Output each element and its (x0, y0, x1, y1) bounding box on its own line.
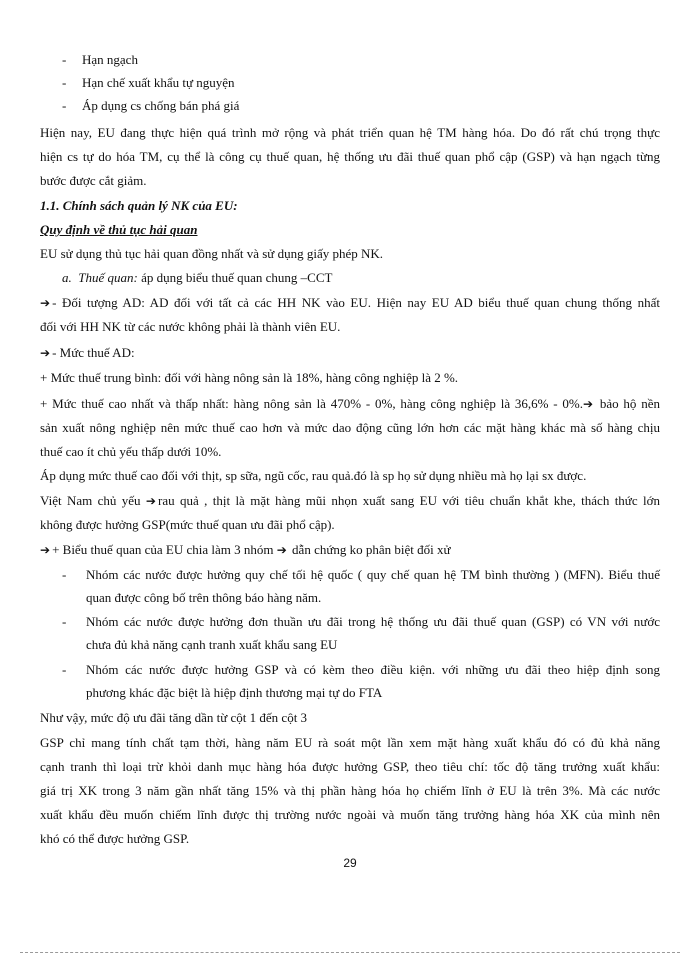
arrow-right-icon: ➔ (40, 543, 51, 557)
paragraph-line: hiện cs tự do hóa TM, cụ thể là công cụ thuế quan, hệ thống ưu đãi thuế quan phổ cập (GSP) và hạn ngạch từng (40, 149, 660, 164)
bullet-voluntary-export-restraint: Hạn chế xuất khẩu tự nguyện (82, 75, 235, 90)
tariff-item (62, 268, 642, 287)
arrow-right-icon: ➔ (40, 296, 51, 310)
group-item-line: phương khác đặc biệt là hiệp định thương mại tự do FTA (86, 685, 383, 700)
page-number: 29 (343, 856, 357, 870)
paragraph-line: không được hưởng GSP(mức thuế quan ưu đãi phổ cập). (40, 517, 335, 532)
tariff-text: áp dụng biểu thuế quan chung –CCT (137, 270, 333, 285)
paragraph-line: Áp dụng mức thuế cao đối với thịt, sp sữa, ngũ cốc, rau quả.đó là sp họ sử dụng nhiều mà họ lại sx được. (40, 468, 587, 483)
paragraph-line: đối với HH NK từ các nước không phải là thành viên EU. (40, 319, 341, 334)
paragraph-line: Như vậy, mức độ ưu đãi tăng dần từ cột 1 đến cột 3 (40, 710, 308, 725)
arrow-right-icon: ➔ (276, 543, 287, 557)
paragraph-line: giá trị XK trong 3 năm gần nhất tăng 15% và thị phần hàng hóa họ chiếm lĩnh ở EU là trên 3%. Mà các nước (40, 783, 660, 798)
group-item-line: Nhóm các nước được hưởng quy chế tối hệ quốc ( quy chế quan hệ TM bình thường ) (MFN). Biểu thuế (86, 567, 660, 582)
group-item-line: quan được công bố trên thông báo hàng năm. (86, 590, 322, 605)
bullet-dash: - (62, 98, 67, 113)
paragraph-line: Hiện nay, EU đang thực hiện quá trình mở rộng và phát triển quan hệ TM hàng hóa. Do đó rất chú trọng thực (40, 125, 660, 140)
arrow-right-icon: ➔ (145, 494, 156, 508)
paragraph-line: + Mức thuế trung bình: đối với hàng nông sản là 18%, hàng công nghiệp là 2 %. (40, 370, 459, 385)
paragraph-line: khó có thể được hưởng GSP. (40, 831, 190, 846)
arrow-right-icon: ➔ (40, 346, 51, 360)
section-heading: 1.1. Chính sách quản lý NK của EU: (40, 198, 238, 213)
bullet-dash: - (62, 567, 67, 582)
bullet-dash: - (62, 614, 67, 629)
paragraph-line: xuất khẩu đều muốn chiếm lĩnh được thị trường nước ngoài và muốn tăng trưởng hàng hóa XK của mình nên (40, 807, 660, 822)
bullet-anti-dumping: Áp dụng cs chống bán phá giá (82, 98, 240, 113)
paragraph-line: ➔ - Đối tượng AD: AD đối với tất cả các HH NK vào EU. Hiện nay EU AD biểu thuế quan chung thống nhất (40, 293, 660, 313)
paragraph-line: Việt Nam chủ yếu ➔ rau quả , thịt là mặt hàng mũi nhọn xuất sang EU với tiêu chuẩn khắt khe, thách thức lớn (40, 491, 660, 511)
tariff-marker: a. (62, 270, 72, 285)
bullet-dash: - (62, 52, 67, 67)
paragraph-line: cạnh tranh thì loại trừ khỏi danh mục hàng hóa được hưởng GSP, theo tiêu chí: tốc độ tăng trưởng xuất khẩu: (40, 759, 660, 774)
paragraph-line: ➔ - Mức thuế AD: (40, 343, 660, 363)
arrow-right-icon: ➔ (582, 397, 594, 411)
bullet-dash: - (62, 75, 67, 90)
tariff-label: Thuế quan: (78, 270, 138, 285)
bullet-dash: - (62, 662, 67, 677)
group-item-line: Nhóm các nước được hưởng GSP và có kèm theo điều kiện. với những ưu đãi theo hiệp định song (86, 662, 660, 677)
paragraph-line: ➔ + Biểu thuế quan của EU chia làm 3 nhóm ➔ dẫn chứng ko phân biệt đối xử (40, 540, 660, 560)
paragraph-line: bước được cắt giảm. (40, 173, 147, 188)
group-item-line: chưa đủ khả năng cạnh tranh xuất khẩu sang EU (86, 637, 338, 652)
paragraph-line: + Mức thuế cao nhất và thấp nhất: hàng nông sản là 470% - 0%, hàng công nghiệp là 36,6% - 0%.➔ bảo hộ nền (40, 394, 660, 414)
subsection-heading: Quy định về thủ tục hải quan (40, 222, 198, 237)
group-item-line: Nhóm các nước được hưởng đơn thuần ưu đãi trong hệ thống ưu đãi thuế quan (GSP) có VN với nước (86, 614, 660, 629)
paragraph-line: sản xuất nông nghiệp nên mức thuế cao hơn và mức dao động cũng lớn hơn các mặt hàng khác mà số hàng chịu (40, 420, 660, 435)
paragraph-line: thuế cao ít chủ yếu thấp dưới 10%. (40, 444, 222, 459)
paragraph-line: EU sử dụng thủ tục hải quan đồng nhất và sử dụng giấy phép NK. (40, 246, 384, 261)
bullet-quota: Hạn ngạch (82, 52, 138, 67)
footer-divider (20, 952, 680, 953)
paragraph-line: GSP chỉ mang tính chất tạm thời, hàng năm EU rà soát một lần xem mặt hàng xuất khẩu đó có đủ khả năng (40, 735, 660, 750)
